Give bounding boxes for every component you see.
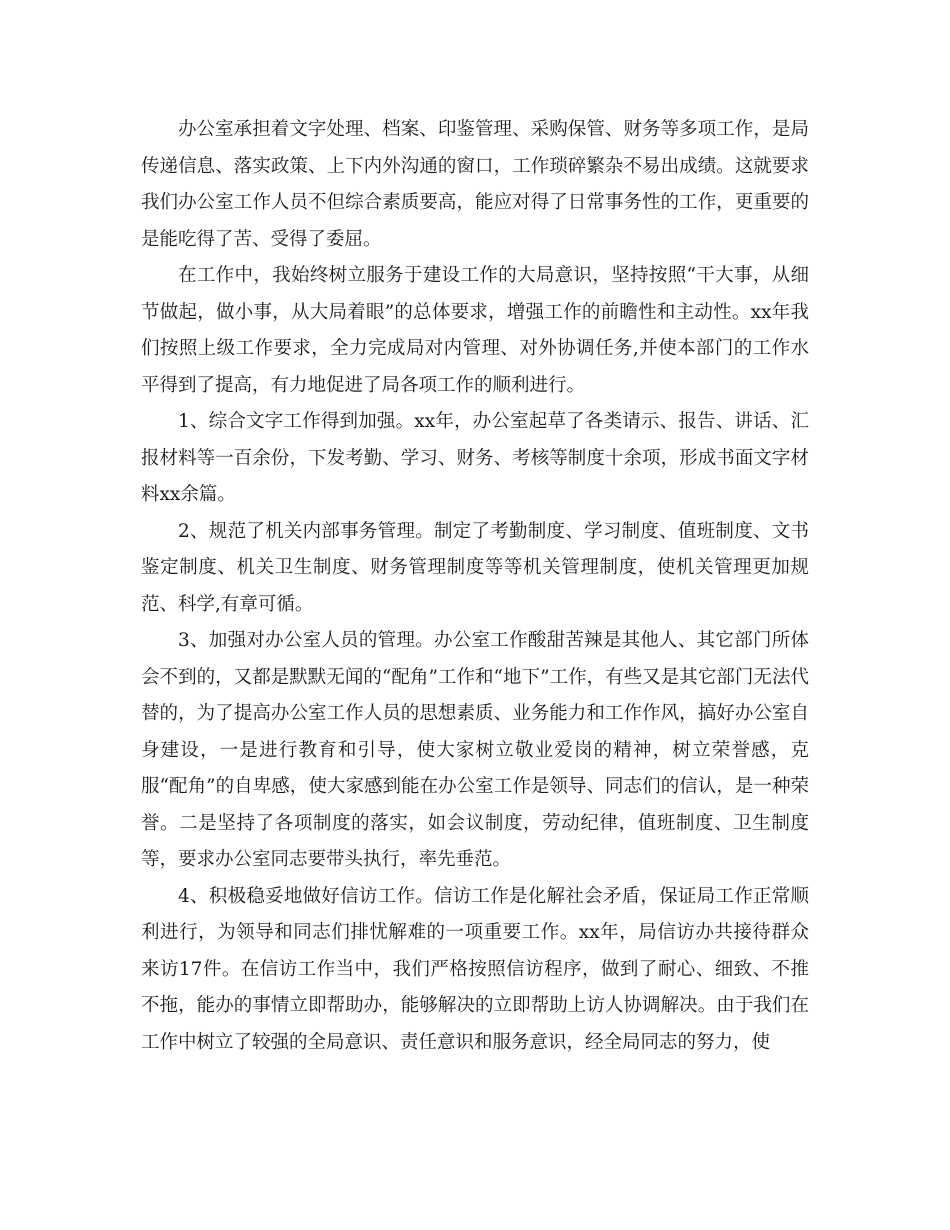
paragraph-item-4-petitions: 4、积极稳妥地做好信访工作。信访工作是化解社会矛盾，保证局工作正常顺利进行，为领导和同志们排忧解难的一项重要工作。xx年，局信访办共接待群众来访17件。在信访工作当中，我们严格按照信访程序，做到了耐心、细致、不推不拖，能办的事情立即帮助办，能够解决的立即帮助上访人协调解决。由于我们在工作中树立了较强的全局意识、责任意识和服务意识，经全局同志的努力，使 [141, 885, 809, 1053]
paragraph-item-3-staff: 3、加强对办公室人员的管理。办公室工作酸甜苦辣是其他人、其它部门所体会不到的，又都是默默无闻的“配角”工作和“地下”工作，有些又是其它部门无法代替的，为了提高办公室工作人员的思想素质、业务能力和工作作风，搞好办公室自身建设，一是进行教育和引导，使大家树立敬业爱岗的精神，树立荣誉感，克服“配角”的自卑感，使大家感到能在办公室工作是领导、同志们的信认，是一种荣誉。二是坚持了各项制度的落实，如会议制度，劳动纪律，值班制度、卫生制度等，要求办公室同志要带头执行，率先垂范。 [141, 630, 809, 870]
paragraph-overall-awareness: 在工作中，我始终树立服务于建设工作的大局意识，坚持按照“干大事，从细节做起，做小事，从大局着眼”的总体要求，增强工作的前瞻性和主动性。xx年我们按照上级工作要求，全力完成局对内管理、对外协调任务,并使本部门的工作水平得到了提高，有力地促进了局各项工作的顺利进行。 [141, 265, 809, 396]
paragraph-intro: 办公室承担着文字处理、档案、印鉴管理、采购保管、财务等多项工作，是局传递信息、落实政策、上下内外沟通的窗口，工作琐碎繁杂不易出成绩。这就要求我们办公室工作人员不但综合素质要高，能应对得了日常事务性的工作，更重要的是能吃得了苦、受得了委屈。 [141, 119, 809, 250]
paragraph-item-1-writing: 1、综合文字工作得到加强。xx年，办公室起草了各类请示、报告、讲话、汇报材料等一百余份，下发考勤、学习、财务、考核等制度十余项，形成书面文字材料xx余篇。 [141, 411, 809, 505]
document-body [141, 112, 809, 1061]
paragraph-item-2-affairs: 2、规范了机关内部事务管理。制定了考勤制度、学习制度、值班制度、文书鉴定制度、机关卫生制度、财务管理制度等等机关管理制度，使机关管理更加规范、科学,有章可循。 [141, 520, 809, 615]
